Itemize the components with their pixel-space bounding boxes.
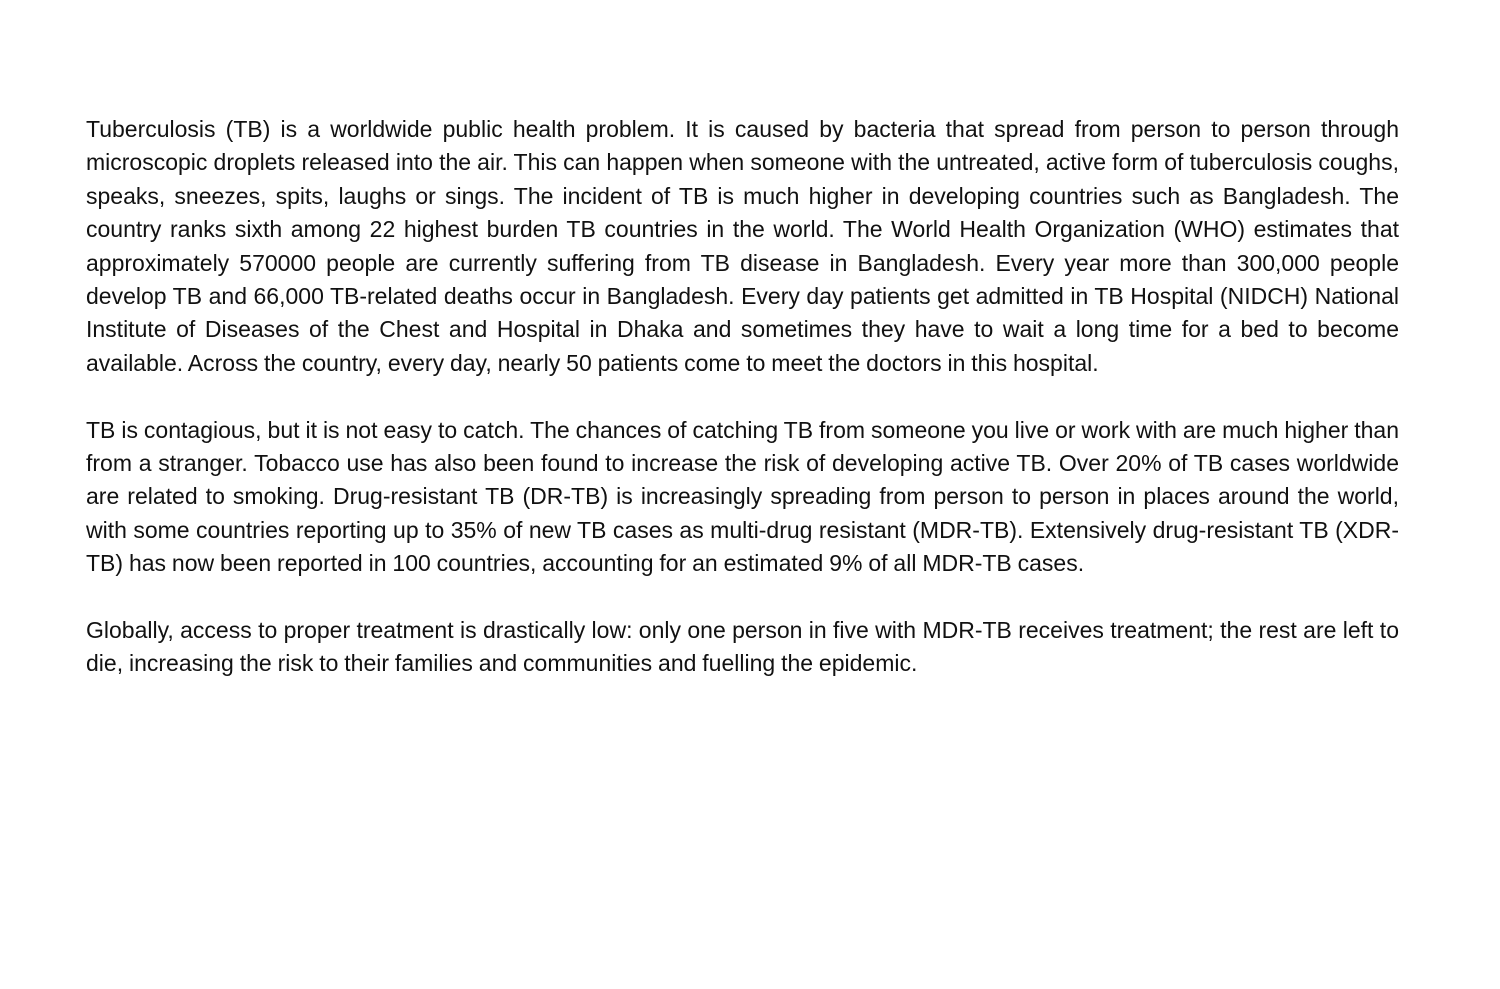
- paragraph-tb-contagion: TB is contagious, but it is not easy to catch. The chances of catching TB from someone you live or work with are much higher than from a stranger. Tobacco use has also been found to increase the risk of developing active TB. Over 20% of TB cases worldwide are related to smoking. Drug-resistant TB (DR-TB) is increasingly spreading from person to person in places around the world, with some countries reporting up to 35% of new TB cases as multi-drug resistant (MDR-TB). Extensively drug-resistant TB (XDR-TB) has now been reported in 100 countries, accounting for an estimated 9% of all MDR-TB cases.: [86, 416, 1399, 577]
- document-page: [86, 113, 1399, 681]
- paragraph-treatment-access: Globally, access to proper treatment is drastically low: only one person in five with MDR-TB receives treatment; the rest are left to die, increasing the risk to their families and communities and fuelling the epidemic.: [86, 617, 1399, 677]
- paragraph-tb-overview: Tuberculosis (TB) is a worldwide public health problem. It is caused by bacteria that spread from person to person through microscopic droplets released into the air. This can happen when someone with the untreated, active form of tuberculosis coughs, speaks, sneezes, spits, laughs or sings. The incident of TB is much higher in developing countries such as Bangladesh. The country ranks sixth among 22 highest burden TB countries in the world. The World Health Organization (WHO) estimates that approximately 570000 people are currently suffering from TB disease in Bangladesh. Every year more than 300,000 people develop TB and 66,000 TB-related deaths occur in Bangladesh. Every day patients get admitted in TB Hospital (NIDCH) National Institute of Diseases of the Chest and Hospital in Dhaka and sometimes they have to wait a long time for a bed to become available. Across the country, every day, nearly 50 patients come to meet the doctors in this hospital.: [86, 116, 1399, 376]
